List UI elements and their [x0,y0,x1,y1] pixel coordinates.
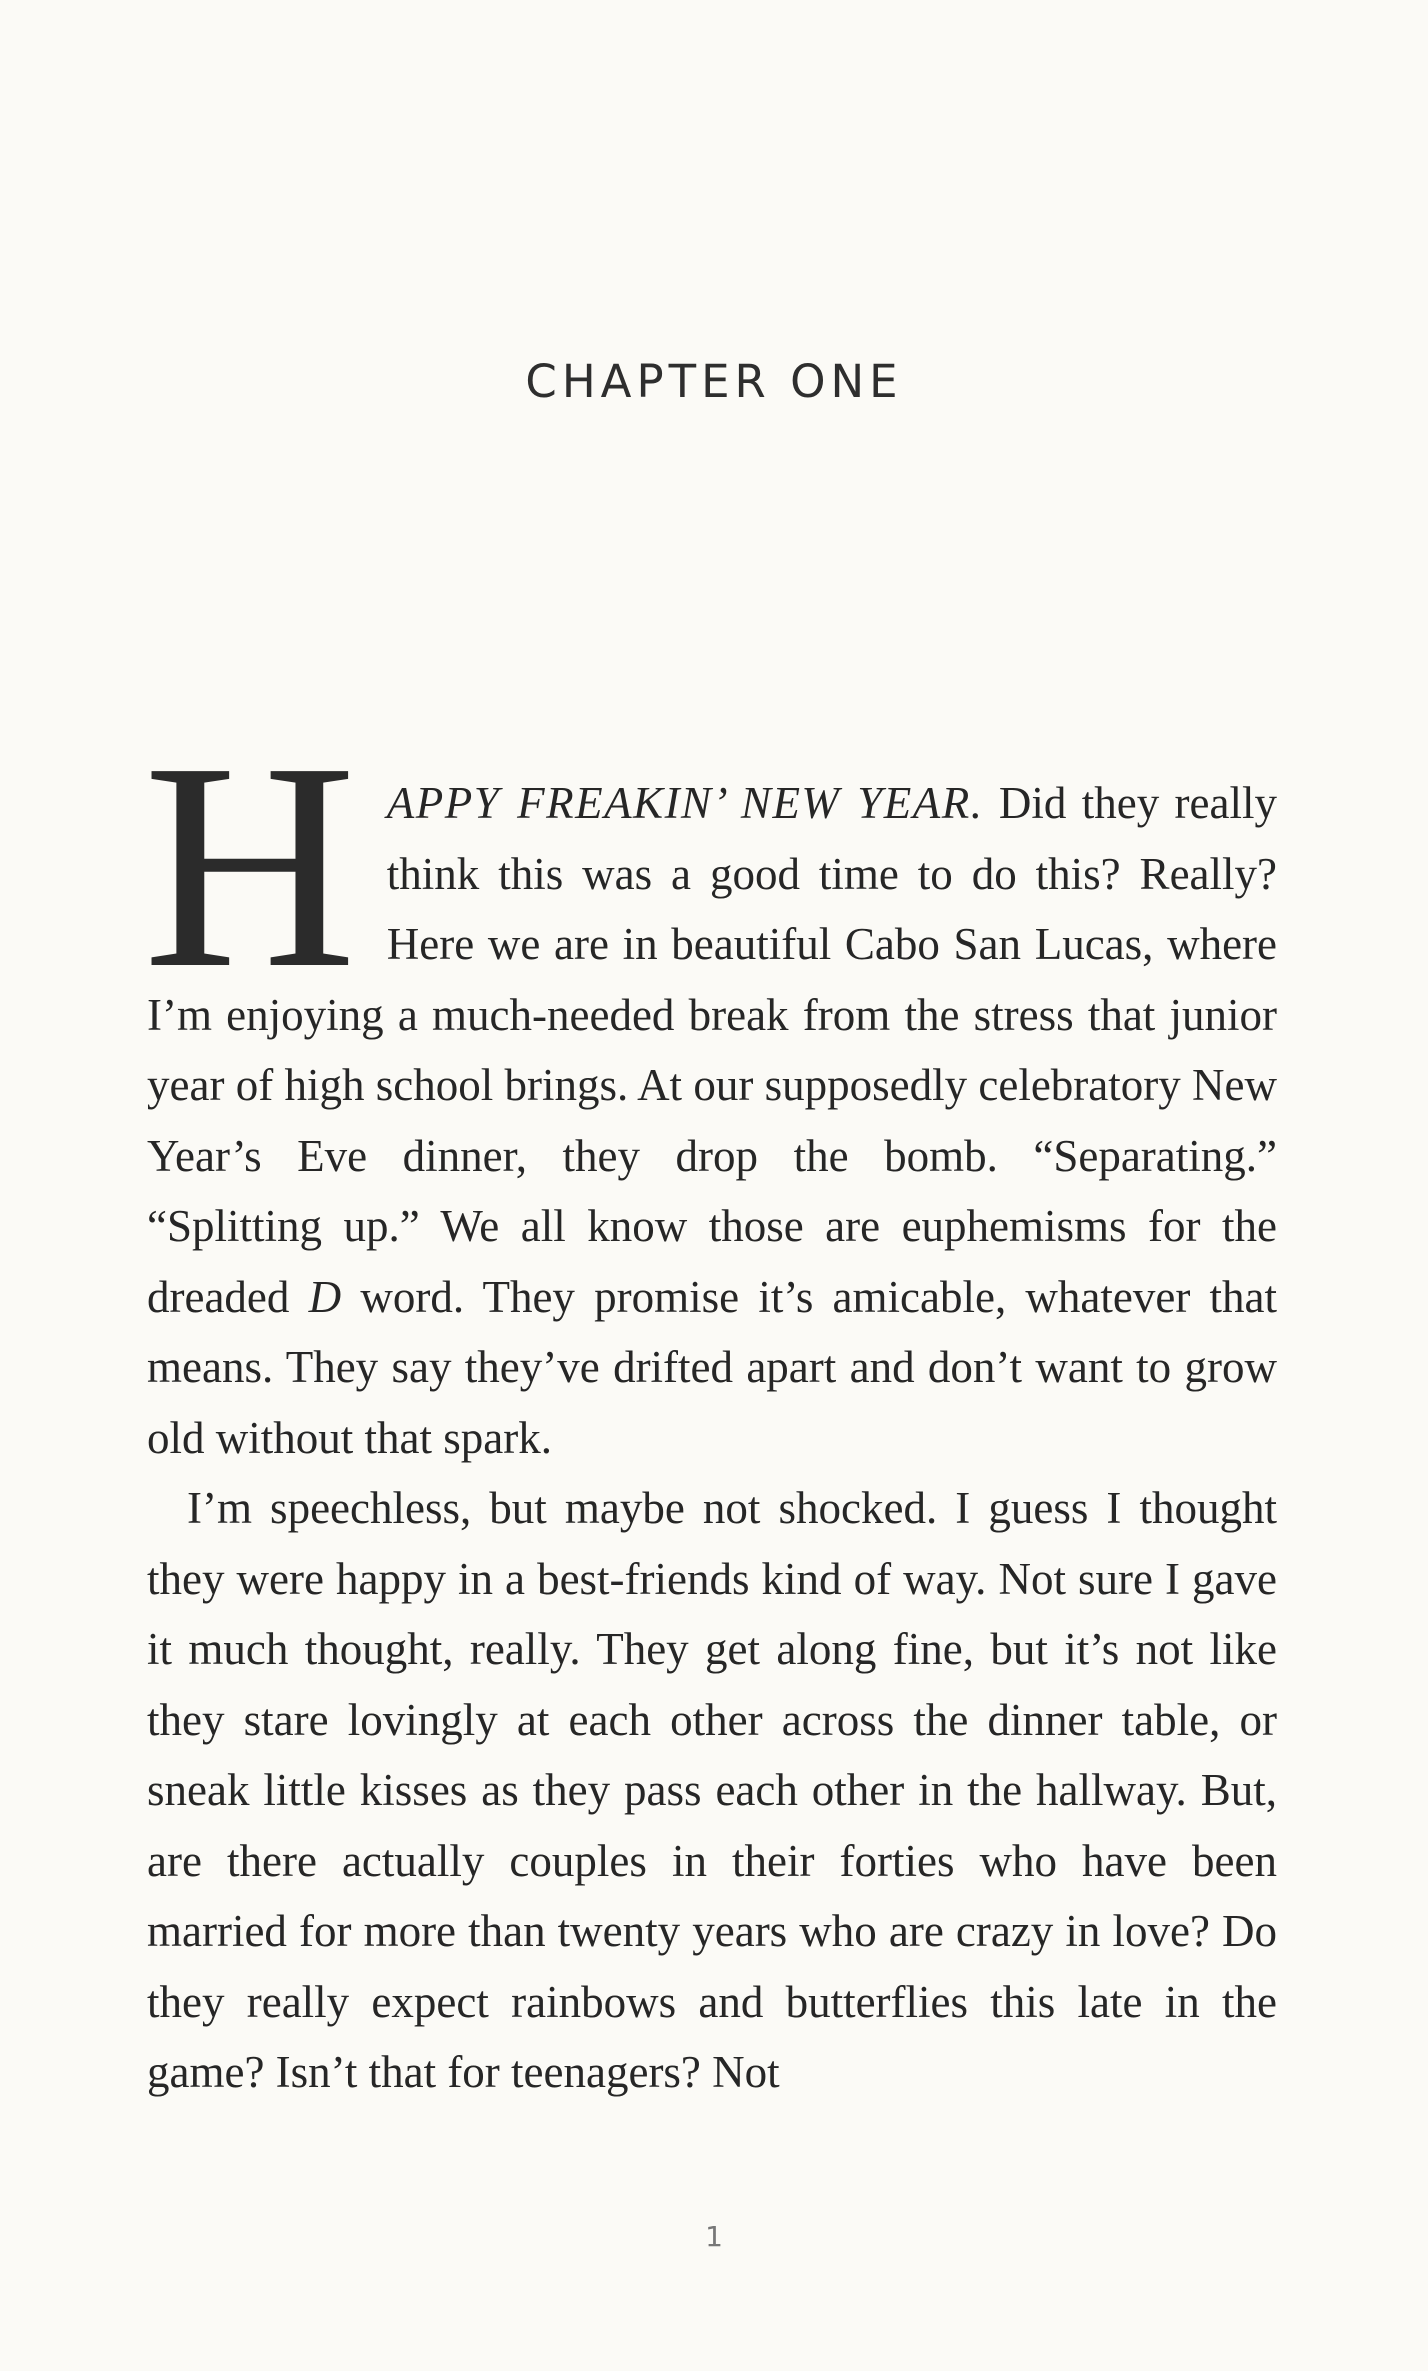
lead-in-text: APPY FREAKIN’ NEW YEAR. [386,778,984,828]
emphasis-word: D [308,1271,342,1322]
paragraph-2: I’m speechless, but maybe not shocked. I guess I thought they were happy in a best-friends kind of way. Not sure I gave it much thought, really. They get along fine, but it’s not like they stare lovingly at each other across the dinner table, or sneak little kisses as they pass each other in the hallway. But, are there actually couples in their forties who have been married for more than twenty years who are crazy in love? Do they really expect rainbows and butterflies this late in the game? Isn’t that for teenagers? Not [147,1483,1277,2097]
paragraph-1 [143,702,1277,1473]
chapter-heading: CHAPTER ONE [525,355,903,408]
page-number: 1 [705,2220,723,2253]
paragraph-1-end-text: word. They promise it’s amicable, whatever that means. They say they’ve drifted apart and don’t want to grow old without that spark. [147,1271,1277,1463]
paragraph-1-text: Did they really think this was a good time to do this? Really? Here we are in beautiful Cabo San Lucas, where I’m enjoying a much-needed break from the stress that junior year of high school brings. At our supposedly celebratory New Year’s Eve dinner, they drop the bomb. “Separating.” “Splitting up.” We all know those are euphemisms for the dreaded [147,778,1277,1322]
drop-cap: H [143,702,357,1030]
chapter-body [143,702,1277,2108]
